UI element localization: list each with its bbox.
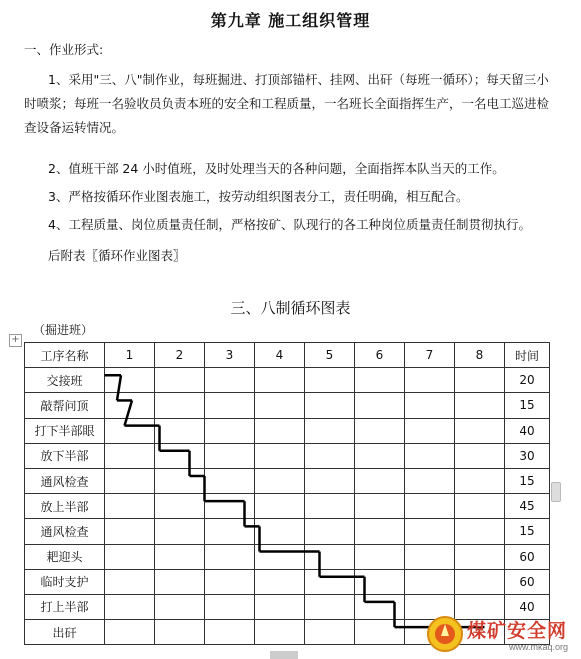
hour-cell [355, 468, 405, 493]
process-time: 40 [505, 594, 550, 619]
hour-cell [455, 418, 505, 443]
paragraph-3: 3、严格按循环作业图表施工，按劳动组织图表分工，责任明确，相互配合。 [48, 189, 469, 204]
hour-cell [255, 569, 305, 594]
process-time: 45 [505, 494, 550, 519]
hour-cell [105, 494, 155, 519]
hour-cell [455, 393, 505, 418]
hour-cell [405, 443, 455, 468]
hour-cell [255, 594, 305, 619]
paragraph-4: 4、工程质量、岗位质量责任制，严格按矿、队现行的各工种岗位质量责任制贯彻执行。 [48, 217, 531, 232]
hour-cell [405, 544, 455, 569]
hour-cell [155, 620, 205, 645]
hour-cell [355, 620, 405, 645]
hour-cell [305, 544, 355, 569]
hour-cell [305, 443, 355, 468]
hour-cell [105, 519, 155, 544]
header-hour-4: 4 [255, 343, 305, 368]
hour-cell [355, 569, 405, 594]
hour-cell [105, 443, 155, 468]
hour-cell [455, 544, 505, 569]
cycle-schedule-table [24, 342, 550, 645]
hour-cell [255, 393, 305, 418]
process-name: 放下半部 [25, 443, 105, 468]
hour-cell [205, 594, 255, 619]
watermark-url: www.mkaq.org [509, 642, 569, 652]
hour-cell [205, 620, 255, 645]
hour-cell [205, 443, 255, 468]
hour-cell [305, 569, 355, 594]
table-row [25, 494, 550, 519]
hour-cell [455, 519, 505, 544]
table-header-row [25, 343, 550, 368]
table-row [25, 393, 550, 418]
process-time: 15 [505, 468, 550, 493]
hour-cell [205, 393, 255, 418]
process-name: 出矸 [25, 620, 105, 645]
hour-cell [155, 393, 205, 418]
hour-cell [205, 418, 255, 443]
process-name: 通风检查 [25, 468, 105, 493]
process-time: 40 [505, 418, 550, 443]
hour-cell [355, 544, 405, 569]
hour-cell [255, 494, 305, 519]
hour-cell [255, 443, 305, 468]
hour-cell [355, 418, 405, 443]
hour-cell [405, 494, 455, 519]
hour-cell [255, 544, 305, 569]
hour-cell [155, 544, 205, 569]
hour-cell [155, 519, 205, 544]
header-hour-2: 2 [155, 343, 205, 368]
hour-cell [105, 468, 155, 493]
hour-cell [155, 418, 205, 443]
process-time: 15 [505, 519, 550, 544]
hour-cell [105, 544, 155, 569]
scroll-handle[interactable] [551, 482, 561, 502]
hour-cell [355, 443, 405, 468]
hour-cell [155, 443, 205, 468]
header-hour-3: 3 [205, 343, 255, 368]
hour-cell [105, 368, 155, 393]
hour-cell [255, 468, 305, 493]
hour-cell [405, 519, 455, 544]
hour-cell [305, 594, 355, 619]
table-row [25, 544, 550, 569]
watermark-logo-icon [425, 614, 465, 654]
hour-cell [405, 393, 455, 418]
hour-cell [455, 443, 505, 468]
header-hour-7: 7 [405, 343, 455, 368]
hour-cell [205, 368, 255, 393]
hour-cell [155, 368, 205, 393]
process-name: 耙迎头 [25, 544, 105, 569]
hour-cell [105, 620, 155, 645]
hour-cell [455, 368, 505, 393]
hour-cell [255, 620, 305, 645]
hour-cell [455, 494, 505, 519]
hour-cell [405, 468, 455, 493]
process-name: 通风检查 [25, 519, 105, 544]
process-name: 临时支护 [25, 569, 105, 594]
process-name: 敲帮问顶 [25, 393, 105, 418]
header-hour-6: 6 [355, 343, 405, 368]
hour-cell [455, 468, 505, 493]
table-row [25, 418, 550, 443]
hour-cell [205, 494, 255, 519]
hour-cell [105, 418, 155, 443]
hour-cell [405, 418, 455, 443]
process-name: 放上半部 [25, 494, 105, 519]
header-hour-5: 5 [305, 343, 355, 368]
watermark-text: 煤矿安全网 [467, 620, 568, 642]
hour-cell [255, 368, 305, 393]
hour-cell [155, 468, 205, 493]
hour-cell [405, 569, 455, 594]
hour-cell [305, 494, 355, 519]
hour-cell [455, 569, 505, 594]
header-process-name: 工序名称 [25, 343, 105, 368]
table-row [25, 569, 550, 594]
hour-cell [355, 368, 405, 393]
hour-cell [305, 368, 355, 393]
site-watermark [425, 612, 577, 656]
schedule-subtitle: （掘进班） [33, 323, 94, 337]
process-time: 30 [505, 443, 550, 468]
paragraph-2: 2、值班干部 24 小时值班，及时处理当天的各种问题，全面指挥本队当天的工作。 [48, 161, 505, 176]
table-move-handle-icon[interactable]: + [9, 334, 22, 347]
appendix-note: 后附表〖循环作业图表〗 [48, 248, 186, 263]
hour-cell [255, 418, 305, 443]
hour-cell [305, 620, 355, 645]
hour-cell [155, 569, 205, 594]
process-name: 打上半部 [25, 594, 105, 619]
hour-cell [205, 544, 255, 569]
process-time: 60 [505, 544, 550, 569]
hour-cell [355, 393, 405, 418]
process-name: 交接班 [25, 368, 105, 393]
hour-cell [205, 519, 255, 544]
hour-cell [405, 368, 455, 393]
process-name: 打下半部眼 [25, 418, 105, 443]
hour-cell [105, 393, 155, 418]
header-time: 时间 [505, 343, 550, 368]
hour-cell [205, 569, 255, 594]
section-heading: 一、作业形式: [24, 42, 104, 57]
process-time: 60 [505, 569, 550, 594]
header-hour-1: 1 [105, 343, 155, 368]
hour-cell [305, 519, 355, 544]
hour-cell [305, 393, 355, 418]
hour-cell [205, 468, 255, 493]
hour-cell [105, 569, 155, 594]
table-row [25, 368, 550, 393]
hour-cell [305, 468, 355, 493]
process-time: 15 [505, 393, 550, 418]
hour-cell [155, 594, 205, 619]
schedule-title: 三、八制循环图表 [230, 299, 351, 317]
hour-cell [255, 519, 305, 544]
process-time: 20 [505, 368, 550, 393]
hour-cell [105, 594, 155, 619]
hour-cell [155, 494, 205, 519]
table-row [25, 468, 550, 493]
resize-handle[interactable] [270, 651, 298, 659]
paragraph-1: 1、采用"三、八"制作业，每班掘进、打顶部锚杆、挂网、出矸（每班一循环）；每天留三小时喷浆；每班一名验收员负责本班的安全和工程质量，一名班长全面指挥生产，一名电工巡进检查设备运转情况。 [24, 72, 550, 135]
header-hour-8: 8 [455, 343, 505, 368]
table-row [25, 443, 550, 468]
hour-cell [355, 494, 405, 519]
chapter-title: 第九章 施工组织管理 [210, 11, 371, 30]
table-row [25, 519, 550, 544]
hour-cell [355, 519, 405, 544]
hour-cell [305, 418, 355, 443]
hour-cell [355, 594, 405, 619]
